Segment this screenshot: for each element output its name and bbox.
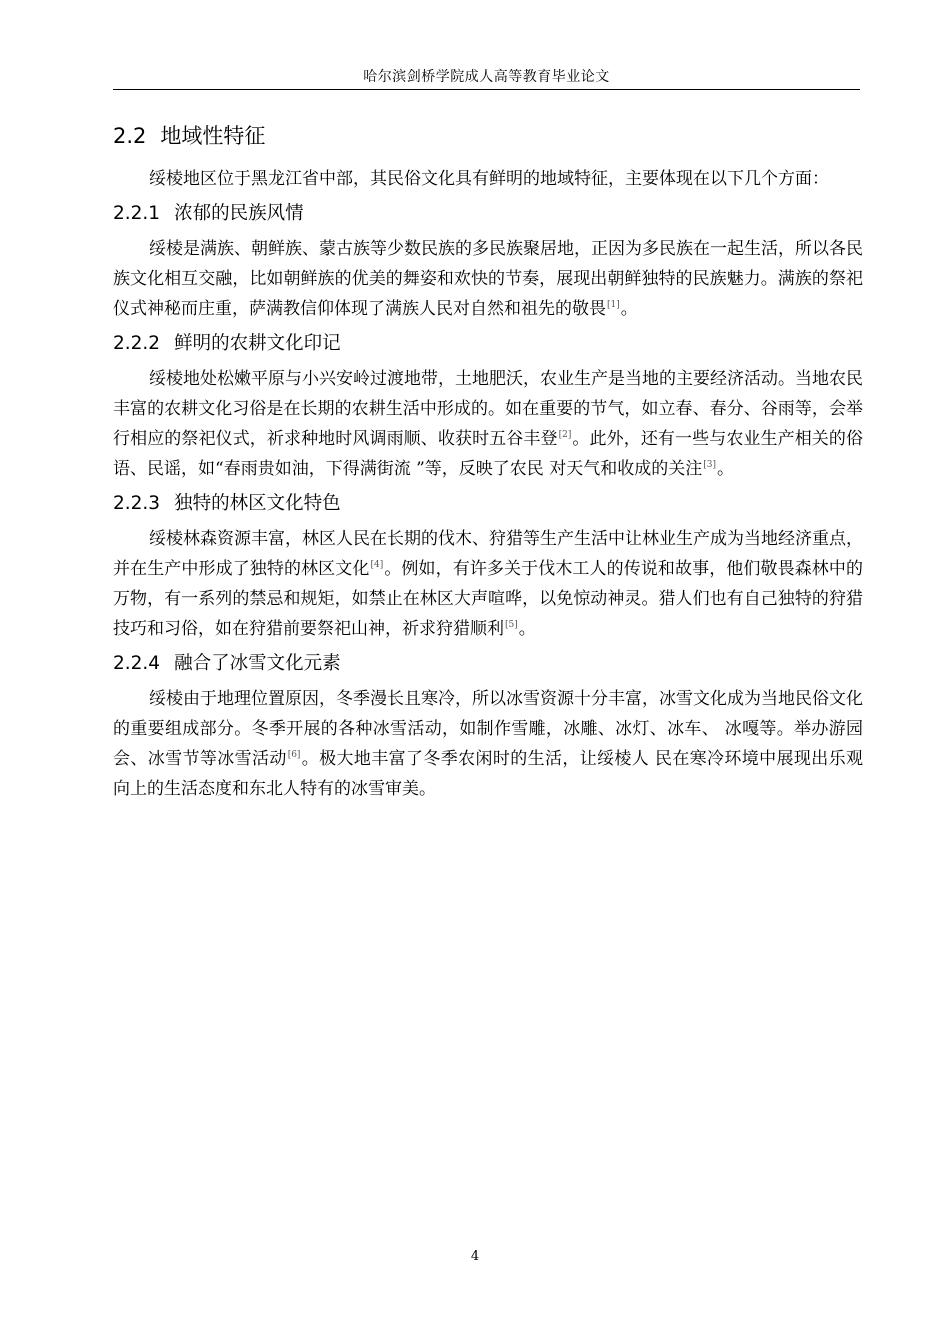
paragraph-text: 绥棱由于地理位置原因，冬季漫长且寒冷，所以冰雪资源十分丰富，冰雪文化成为当地民俗文化的重要组成部分。冬季开展的各种冰雪活动，如制作雪雕，冰雕、冰灯、冰车、 冰嘎等。举办游园会、冰雪节等冰雪活动 (113, 689, 863, 769)
paragraph-2-2-3 (113, 524, 863, 644)
main-content (113, 120, 863, 804)
paragraph-text: 。此外，还有一些与农业生产相关的俗语、民谣，如“春雨贵如油，下得满街流 ”等，反映了农民 对天气和收成的关注 (113, 429, 864, 479)
paragraph-2-2-2 (113, 364, 863, 484)
subsection-number: 2.2.2 (113, 333, 161, 354)
section-number: 2.2 (113, 124, 147, 148)
citation-ref: [3] (703, 460, 716, 470)
paragraph-text: 。 (518, 619, 536, 639)
section-title: 地域性特征 (160, 124, 266, 148)
subsection-number: 2.2.4 (113, 653, 161, 674)
subsection-title: 融合了冰雪文化元素 (174, 653, 341, 674)
page-header: 哈尔滨剑桥学院成人高等教育毕业论文 (363, 69, 610, 85)
header-divider (113, 89, 860, 90)
subsection-number: 2.2.1 (113, 203, 161, 224)
subsection-title: 浓郁的民族风情 (174, 203, 304, 224)
paragraph-text: 。 (620, 299, 638, 319)
paragraph-text: 绥棱林森资源丰富，林区人民在长期的伐木、狩猎等生产生活中让林业生产成为当地经济重点，并在生产中形成了独特的林区文化 (113, 529, 863, 579)
paragraph-text: 。 (716, 459, 734, 479)
paragraph-text: 绥棱是满族、朝鲜族、蒙古族等少数民族的多民族聚居地，正因为多民族在一起生活，所以各民族文化相互交融，比如朝鲜族的优美的舞姿和欢快的节奏，展现出朝鲜独特的民族魅力。满族的祭祀仪式神秘而庄重，萨满教信仰体现了满族人民对自然和祖先的敬畏 (113, 239, 863, 319)
paragraph-text: 绥棱地处松嫩平原与小兴安岭过渡地带，土地肥沃，农业生产是当地的主要经济活动。当地农民丰富的农耕文化习俗是在长期的农耕生活中形成的。如在重要的节气，如立春、春分、谷雨等，会举行相应的祭祀仪式，祈求种地时风调雨顺、收获时五谷丰登 (113, 369, 863, 449)
section-heading (113, 120, 863, 152)
citation-ref: [1] (607, 300, 620, 310)
paragraph-2-2-4 (113, 684, 863, 804)
paragraph-text: 。极大地丰富了冬季农闲时的生活，让绥棱人 民在寒冷环境中展现出乐观向上的生活态度和东北人特有的冰雪审美。 (113, 749, 863, 799)
subsection-heading-2-2-3 (113, 484, 863, 524)
subsection-heading-2-2-2 (113, 324, 863, 364)
page-number: 4 (470, 1249, 480, 1264)
subsection-title: 鲜明的农耕文化印记 (174, 333, 341, 354)
paragraph-text: 。例如，有许多关于伐木工人的传说和故事，他们敬畏森林中的万物，有一系列的禁忌和规矩，如禁止在林区大声喧哗，以免惊动神灵。猎人们也有自己独特的狩猎技巧和习俗，如在狩猎前要祭祀山神，祈求狩猎顺利 (113, 559, 864, 639)
citation-ref: [4] (370, 560, 384, 570)
subsection-heading-2-2-4 (113, 644, 863, 684)
subsection-number: 2.2.3 (113, 493, 161, 514)
citation-ref: [2] (558, 430, 572, 440)
citation-ref: [6] (287, 750, 301, 760)
subsection-heading-2-2-1 (113, 194, 863, 234)
paragraph-2-2-1 (113, 234, 863, 324)
citation-ref: [5] (505, 620, 518, 630)
subsection-title: 独特的林区文化特色 (174, 493, 341, 514)
section-intro: 绥棱地区位于黑龙江省中部，其民俗文化具有鲜明的地域特征，主要体现在以下几个方面： (149, 169, 829, 189)
